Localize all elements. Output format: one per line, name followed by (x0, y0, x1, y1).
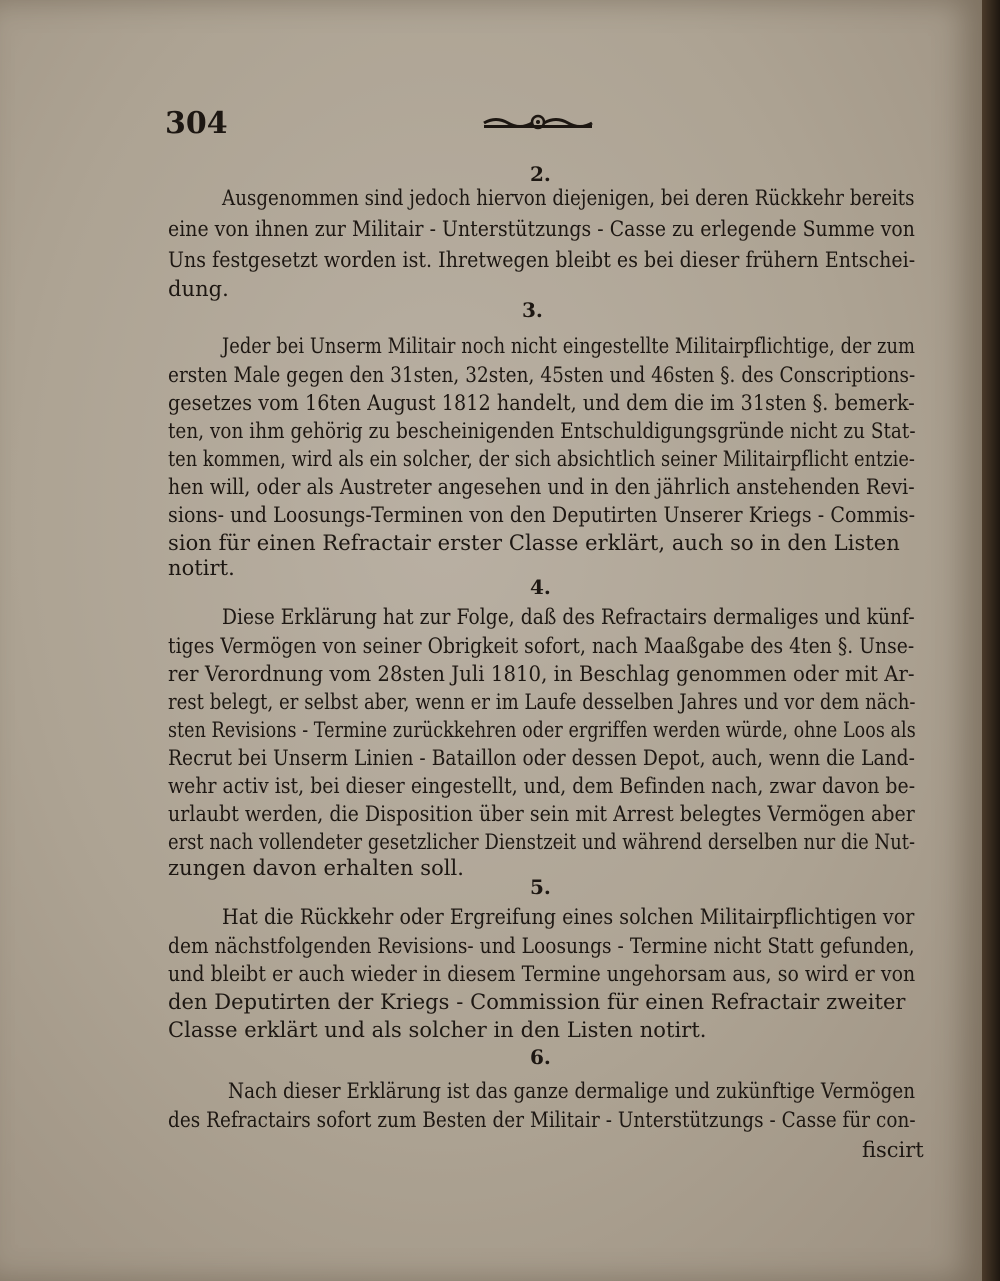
text-line: Jeder bei Unserm Militair noch nicht eingestellte Militairpflichtige, der zum (222, 334, 915, 358)
text-line: sion für einen Refractair erster Classe erklärt, auch so in den Listen (168, 531, 900, 555)
text-line: wehr activ ist, bei dieser eingestellt, und, dem Befinden nach, zwar davon be- (168, 774, 916, 798)
text-line: dem nächstfolgenden Revisions- und Loosungs - Termine nicht Statt gefunden, (168, 934, 915, 958)
page-number: 304 (165, 106, 228, 141)
text-line: ten kommen, wird als ein solcher, der sich absichtlich seiner Militairpflicht entzie- (168, 447, 915, 471)
text-line: rest belegt, er selbst aber, wenn er im Laufe desselben Jahres und vor dem näch- (168, 690, 916, 714)
section-number: 2. (530, 162, 551, 186)
text-line: Nach dieser Erklärung ist das ganze dermalige und zukünftige Vermögen (228, 1079, 916, 1103)
text-line: eine von ihnen zur Militair - Unterstützungs - Casse zu erlegende Summe von (168, 217, 915, 241)
ornament-rule-icon (482, 112, 594, 130)
text-line: sions- und Loosungs-Terminen von den Deputirten Unserer Kriegs - Commis- (168, 503, 916, 527)
text-line: rer Verordnung vom 28sten Juli 1810, in Beschlag genommen oder mit Ar- (168, 662, 915, 686)
text-line: Uns festgesetzt worden ist. Ihretwegen bleibt es bei dieser frühern Entschei- (168, 248, 916, 272)
section-number: 6. (530, 1045, 551, 1069)
text-line: urlaubt werden, die Disposition über sein mit Arrest belegtes Vermögen aber (168, 802, 915, 826)
text-line: Diese Erklärung hat zur Folge, daß des Refractairs dermaliges und künf- (222, 605, 915, 629)
text-line: sten Revisions - Termine zurückkehren oder ergriffen werden würde, ohne Loos als (168, 718, 916, 742)
text-line: hen will, oder als Austreter angesehen und in den jährlich anstehenden Revi- (168, 475, 915, 499)
section-number: 5. (530, 875, 551, 899)
text-line: dung. (168, 277, 229, 301)
section-number: 4. (530, 575, 551, 599)
text-line: des Refractairs sofort zum Besten der Militair - Unterstützungs - Casse für con- (168, 1108, 916, 1132)
text-line: den Deputirten der Kriegs - Commission für einen Refractair zweiter (168, 990, 906, 1014)
text-line: ersten Male gegen den 31sten, 32sten, 45sten und 46sten §. des Conscriptions- (168, 363, 916, 387)
text-line: Ausgenommen sind jedoch hiervon diejenigen, bei deren Rückkehr bereits (222, 186, 915, 210)
section-number: 3. (522, 298, 543, 322)
text-line: ten, von ihm gehörig zu bescheinigenden Entschuldigungsgründe nicht zu Stat- (168, 419, 916, 443)
text-line: Recrut bei Unserm Linien - Bataillon oder dessen Depot, auch, wenn die Land- (168, 746, 915, 770)
text-line: erst nach vollendeter gesetzlicher Dienstzeit und während derselben nur die Nut- (168, 830, 916, 854)
text-line: und bleibt er auch wieder in diesem Termine ungehorsam aus, so wird er von (168, 962, 916, 986)
book-spine-edge (982, 0, 1000, 1281)
text-line: Hat die Rückkehr oder Ergreifung eines solchen Militairpflichtigen vor (222, 905, 915, 929)
text-line: gesetzes vom 16ten August 1812 handelt, und dem die im 31sten §. bemerk- (168, 391, 915, 415)
catchword: fiscirt (862, 1138, 924, 1162)
text-line: Classe erklärt und als solcher in den Listen notirt. (168, 1018, 707, 1042)
text-line: tiges Vermögen von seiner Obrigkeit sofort, nach Maaßgabe des 4ten §. Unse- (168, 634, 915, 658)
text-line: zungen davon erhalten soll. (168, 856, 465, 880)
text-line: notirt. (168, 556, 235, 580)
